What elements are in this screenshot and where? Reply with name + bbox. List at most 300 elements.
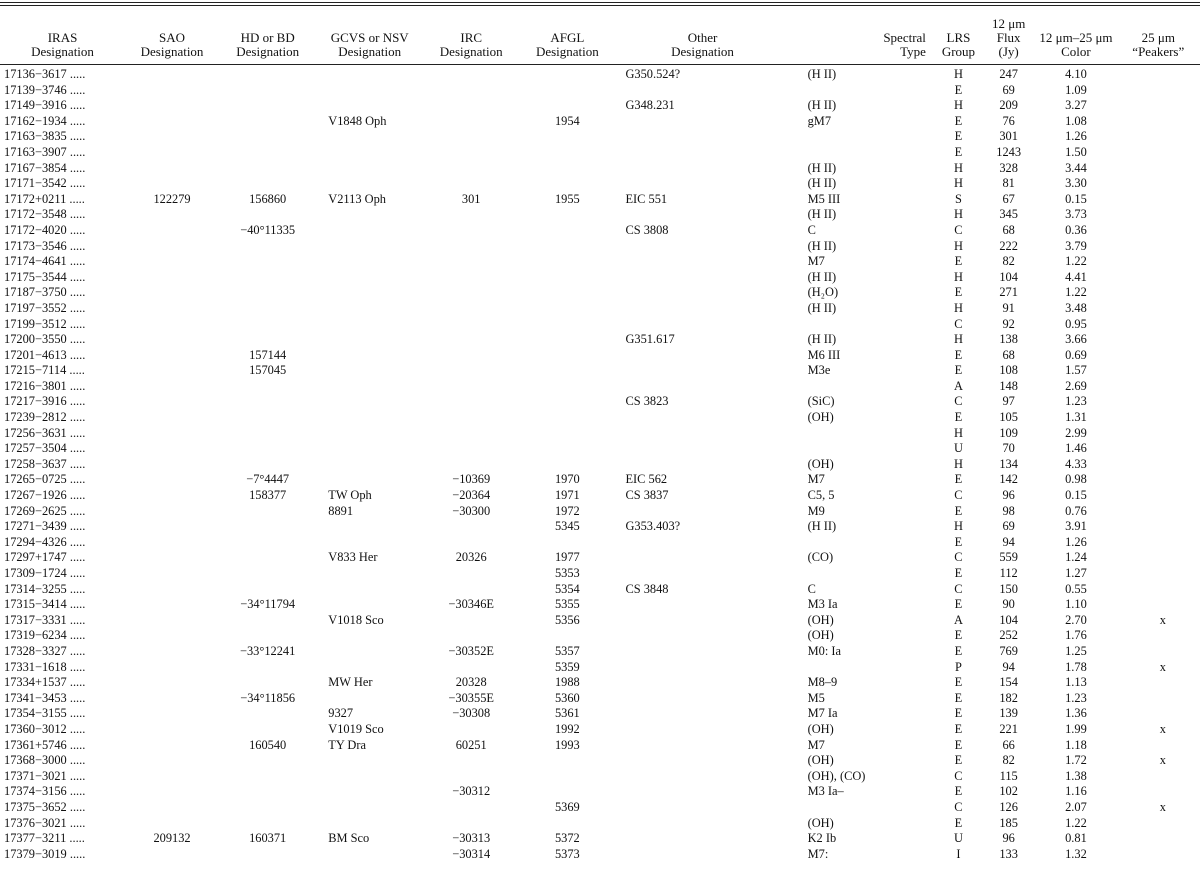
cell-peakers-25um [1117,317,1200,333]
cell-sao [125,223,219,239]
cell-afgl [519,176,615,192]
cell-sao [125,83,219,99]
cell-color-12-25um: 0.76 [1065,503,1087,518]
col-header-line: IRC [460,30,483,45]
cell-hd-bd [219,816,316,832]
cell-sao [125,394,219,410]
table-row [0,769,1200,785]
cell-afgl [519,363,615,379]
cell-sao [125,816,219,832]
table-row [0,426,1200,442]
cell-other [615,363,789,379]
cell-flux-12um: 126 [999,799,1018,814]
cell-iras: 17317−3331 ..... [4,612,86,627]
cell-iras: 17163−3835 ..... [4,129,86,144]
cell-afgl: 5361 [554,706,580,721]
cell-hd-bd [219,722,316,738]
cell-lrs-group: U [953,831,963,846]
table-row [0,379,1200,395]
cell-irc [423,816,519,832]
cell-lrs-group: E [954,706,963,721]
table-row [0,114,1200,130]
cell-other [615,285,789,301]
cell-iras: 17314−3255 ..... [4,581,86,596]
cell-spectral-type [790,426,935,442]
col-header-peakers-25um [1117,0,1200,64]
cell-spectral-type [790,441,935,457]
cell-hd-bd [219,519,316,535]
cell-hd-bd [219,317,316,333]
col-header-line: Flux [996,30,1021,45]
cell-sao [125,363,219,379]
cell-hd-bd [219,301,316,317]
cell-lrs-group: H [953,67,963,81]
col-header-line: Designation [439,44,503,59]
col-header-line: Color [1061,44,1091,59]
cell-iras: 17217−3916 ..... [4,394,86,409]
cell-lrs-group: E [954,628,963,643]
cell-other [615,675,789,691]
cell-other: CS 3808 [625,222,669,237]
cell-gcvs-nsv [316,161,423,177]
table-row [0,239,1200,255]
col-header-flux-12um [982,0,1035,64]
table-row [0,332,1200,348]
cell-flux-12um: 301 [999,129,1018,144]
cell-gcvs-nsv [316,301,423,317]
cell-color-12-25um: 1.22 [1065,815,1087,830]
cell-irc: −20364 [452,488,491,503]
cell-peakers-25um [1117,114,1200,130]
cell-irc [423,161,519,177]
cell-sao [125,426,219,442]
cell-other [615,145,789,161]
col-header-line: GCVS or NSV [330,30,409,45]
col-header-color-12-25um [1035,0,1116,64]
cell-hd-bd [219,753,316,769]
cell-gcvs-nsv [316,317,423,333]
cell-iras: 17361+5746 ..... [4,737,86,752]
cell-peakers-25um [1117,847,1200,863]
cell-flux-12um: 98 [1002,503,1015,518]
cell-spectral-type: M5 III [807,191,841,206]
cell-sao [125,379,219,395]
cell-lrs-group: E [954,82,963,97]
cell-peakers-25um [1117,176,1200,192]
cell-lrs-group: E [954,410,963,425]
cell-other: CS 3848 [625,581,669,596]
cell-iras: 17271−3439 ..... [4,519,86,534]
cell-flux-12um: 94 [1002,534,1015,549]
cell-lrs-group: E [954,784,963,799]
cell-spectral-type [790,129,935,145]
cell-flux-12um: 81 [1002,176,1015,191]
col-header-line: Designation [140,44,204,59]
cell-gcvs-nsv [316,691,423,707]
cell-flux-12um: 109 [999,425,1018,440]
cell-peakers-25um [1117,831,1200,847]
cell-hd-bd [219,129,316,145]
cell-hd-bd [219,566,316,582]
cell-afgl: 1992 [554,721,580,736]
cell-hd-bd [219,145,316,161]
cell-hd-bd [219,706,316,722]
cell-flux-12um: 92 [1002,316,1015,331]
cell-hd-bd: 158377 [249,488,287,503]
cell-afgl [519,161,615,177]
cell-lrs-group: C [954,222,963,237]
cell-lrs-group: E [954,129,963,144]
cell-color-12-25um: 4.10 [1065,67,1087,81]
cell-lrs-group: E [954,753,963,768]
cell-afgl [519,535,615,551]
cell-lrs-group: E [954,503,963,518]
cell-sao [125,613,219,629]
cell-irc: −30352E [448,643,494,658]
cell-peakers-25um [1117,816,1200,832]
cell-afgl: 1955 [554,191,580,206]
cell-lrs-group: A [953,612,963,627]
cell-peakers-25um [1117,394,1200,410]
cell-lrs-group: H [953,332,963,347]
cell-color-12-25um: 2.07 [1065,799,1087,814]
cell-afgl: 5359 [554,659,580,674]
cell-hd-bd [219,675,316,691]
cell-gcvs-nsv [316,176,423,192]
cell-spectral-type: (H II) [807,238,837,253]
cell-peakers-25um [1117,644,1200,660]
cell-irc: −30300 [452,503,491,518]
cell-flux-12um: 139 [999,706,1018,721]
cell-sao [125,285,219,301]
cell-iras: 17173−3546 ..... [4,238,86,253]
cell-sao [125,504,219,520]
cell-irc [423,426,519,442]
col-header-line: Designation [338,44,402,59]
cell-lrs-group: C [954,394,963,409]
cell-sao [125,800,219,816]
cell-iras: 17377−3211 ..... [4,831,85,846]
cell-gcvs-nsv [316,332,423,348]
table-body [0,64,1200,862]
cell-lrs-group: E [954,566,963,580]
cell-lrs-group: E [954,690,963,705]
table-row [0,472,1200,488]
cell-flux-12um: 104 [999,269,1018,284]
cell-iras: 17267−1926 ..... [4,488,86,503]
cell-afgl [519,410,615,426]
cell-lrs-group: H [953,300,963,315]
cell-gcvs-nsv [316,254,423,270]
cell-afgl: 1977 [554,550,580,565]
cell-afgl [519,457,615,473]
cell-hd-bd [219,847,316,863]
cell-peakers-25um [1117,239,1200,255]
cell-hd-bd [219,504,316,520]
cell-sao [125,644,219,660]
cell-other [615,550,789,566]
cell-peakers-25um: x [1159,721,1166,736]
cell-sao [125,706,219,722]
cell-spectral-type: M5 [807,690,825,705]
cell-afgl [519,628,615,644]
cell-hd-bd [219,207,316,223]
cell-iras: 17331−1618 ..... [4,659,86,674]
cell-afgl [519,379,615,395]
cell-irc: 20326 [455,550,487,565]
cell-spectral-type: (H II) [807,519,837,534]
cell-sao [125,769,219,785]
cell-color-12-25um: 1.13 [1065,675,1087,690]
cell-hd-bd: 160371 [249,831,287,846]
col-header-line: AFGL [550,30,585,45]
cell-peakers-25um [1117,192,1200,208]
cell-sao [125,582,219,598]
table-row [0,285,1200,301]
cell-hd-bd [219,784,316,800]
cell-other [615,738,789,754]
cell-sao [125,566,219,582]
cell-afgl [519,223,615,239]
cell-gcvs-nsv: BM Sco [328,831,370,846]
cell-gcvs-nsv [316,472,423,488]
cell-peakers-25um [1117,145,1200,161]
cell-spectral-type: M6 III [807,347,841,362]
cell-color-12-25um: 1.08 [1065,113,1087,128]
cell-flux-12um: 247 [999,67,1018,81]
cell-color-12-25um: 1.27 [1065,566,1087,580]
cell-lrs-group: E [954,737,963,752]
cell-sao [125,161,219,177]
cell-spectral-type [790,317,935,333]
cell-other [615,504,789,520]
cell-lrs-group: C [954,316,963,331]
cell-gcvs-nsv: V833 Her [328,550,378,565]
cell-other [615,566,789,582]
cell-afgl: 5355 [554,597,580,612]
cell-hd-bd [219,332,316,348]
cell-irc [423,457,519,473]
cell-other [615,628,789,644]
cell-hd-bd [219,628,316,644]
cell-spectral-type: C [807,581,816,596]
col-header-line: Designation [31,44,94,59]
cell-afgl [519,207,615,223]
cell-color-12-25um: 1.99 [1065,721,1087,736]
cell-iras: 17328−3327 ..... [4,643,86,658]
cell-irc [423,769,519,785]
table-row [0,566,1200,582]
cell-peakers-25um [1117,457,1200,473]
cell-afgl [519,441,615,457]
cell-peakers-25um [1117,550,1200,566]
cell-afgl: 1954 [554,113,580,128]
cell-flux-12um: 133 [999,846,1018,861]
cell-afgl [519,145,615,161]
cell-flux-12um: 96 [1002,831,1015,846]
cell-flux-12um: 102 [999,784,1018,799]
table-row [0,800,1200,816]
cell-hd-bd [219,161,316,177]
col-header-other [615,0,789,64]
cell-color-12-25um: 0.36 [1065,222,1087,237]
cell-afgl: 5373 [554,846,580,861]
cell-lrs-group: H [953,176,963,191]
cell-irc [423,145,519,161]
table-row [0,64,1200,83]
cell-peakers-25um: x [1159,659,1166,674]
cell-other [615,301,789,317]
cell-flux-12um: 67 [1002,191,1015,206]
cell-iras: 17171−3542 ..... [4,176,86,191]
table-row [0,784,1200,800]
cell-color-12-25um: 0.15 [1065,488,1087,503]
cell-iras: 17309−1724 ..... [4,566,86,580]
cell-sao [125,410,219,426]
cell-irc: −30346E [448,597,494,612]
cell-sao [125,488,219,504]
col-header-line: 12 μm–25 μm [1039,30,1113,45]
cell-peakers-25um [1117,254,1200,270]
cell-afgl [519,254,615,270]
cell-gcvs-nsv [316,457,423,473]
cell-peakers-25um [1117,285,1200,301]
cell-hd-bd [219,441,316,457]
cell-other [615,769,789,785]
cell-spectral-type: M3 Ia [807,597,838,612]
cell-irc [423,613,519,629]
cell-sao [125,207,219,223]
cell-lrs-group: H [953,269,963,284]
cell-flux-12um: 209 [999,98,1018,113]
cell-irc: 301 [461,191,481,206]
cell-afgl: 1988 [554,675,580,690]
table-row [0,176,1200,192]
cell-flux-12um: 222 [999,238,1018,253]
table-header [0,0,1200,64]
cell-iras: 17162−1934 ..... [4,113,86,128]
cell-gcvs-nsv: V1848 Oph [328,113,387,128]
cell-spectral-type: (OH) [807,410,834,425]
cell-flux-12um: 134 [999,456,1018,471]
cell-spectral-type: M7 [807,737,825,752]
cell-spectral-type: M8–9 [807,675,838,690]
cell-afgl: 5357 [554,643,580,658]
cell-flux-12um: 68 [1002,222,1015,237]
cell-spectral-type: (OH) [807,815,834,830]
cell-gcvs-nsv [316,441,423,457]
cell-color-12-25um: 0.81 [1065,831,1087,846]
cell-flux-12um: 559 [999,550,1018,565]
cell-color-12-25um: 1.76 [1065,628,1087,643]
cell-color-12-25um: 1.32 [1065,846,1087,861]
cell-other [615,254,789,270]
col-header-irc [423,0,519,64]
cell-peakers-25um [1117,597,1200,613]
cell-iras: 17172−4020 ..... [4,222,86,237]
cell-peakers-25um: x [1159,799,1166,814]
col-header-line: Type [900,44,926,59]
cell-sao [125,332,219,348]
cell-spectral-type: (H II) [807,67,837,81]
cell-flux-12um: 185 [999,815,1018,830]
table-row [0,644,1200,660]
cell-flux-12um: 112 [999,566,1018,580]
cell-iras: 17149−3916 ..... [4,98,86,113]
cell-color-12-25um: 1.26 [1065,534,1087,549]
cell-sao [125,129,219,145]
col-header-line: Other [687,30,718,45]
cell-color-12-25um: 1.16 [1065,784,1087,799]
cell-spectral-type: (H II) [807,269,837,284]
cell-lrs-group: E [954,285,963,300]
cell-irc: 20328 [455,675,487,690]
cell-irc [423,301,519,317]
cell-other: EIC 562 [625,472,668,487]
cell-afgl [519,301,615,317]
cell-other [615,722,789,738]
cell-color-12-25um: 1.09 [1065,82,1087,97]
cell-hd-bd [219,176,316,192]
table-row [0,504,1200,520]
cell-sao [125,441,219,457]
cell-sao [125,784,219,800]
cell-lrs-group: E [954,815,963,830]
cell-irc [423,176,519,192]
cell-flux-12um: 96 [1002,488,1015,503]
cell-iras: 17371−3021 ..... [4,768,86,783]
cell-gcvs-nsv [316,285,423,301]
cell-flux-12um: 345 [999,207,1018,222]
cell-hd-bd [219,83,316,99]
cell-afgl [519,285,615,301]
cell-gcvs-nsv [316,239,423,255]
table-row [0,675,1200,691]
cell-flux-12um: 182 [999,690,1018,705]
cell-iras: 17239−2812 ..... [4,410,86,425]
cell-peakers-25um [1117,566,1200,582]
cell-spectral-type: (SiC) [807,394,835,409]
cell-gcvs-nsv [316,769,423,785]
cell-hd-bd [219,254,316,270]
cell-color-12-25um: 1.31 [1065,410,1087,425]
cell-spectral-type [790,535,935,551]
cell-flux-12um: 82 [1002,254,1015,269]
cell-other [615,83,789,99]
cell-other [615,691,789,707]
cell-spectral-type [790,379,935,395]
cell-iras: 17294−4326 ..... [4,534,86,549]
cell-peakers-25um [1117,270,1200,286]
cell-irc [423,394,519,410]
cell-gcvs-nsv [316,597,423,613]
cell-lrs-group: H [953,238,963,253]
cell-irc [423,239,519,255]
cell-flux-12um: 150 [999,581,1018,596]
cell-lrs-group: E [954,675,963,690]
cell-peakers-25um [1117,379,1200,395]
cell-sao [125,847,219,863]
cell-irc [423,64,519,83]
cell-irc [423,332,519,348]
cell-hd-bd: −33°12241 [240,643,296,658]
cell-gcvs-nsv [316,98,423,114]
cell-iras: 17139−3746 ..... [4,82,86,97]
cell-color-12-25um: 3.27 [1065,98,1087,113]
cell-color-12-25um: 1.25 [1065,643,1087,658]
cell-iras: 17163−3907 ..... [4,144,86,159]
cell-other [615,441,789,457]
